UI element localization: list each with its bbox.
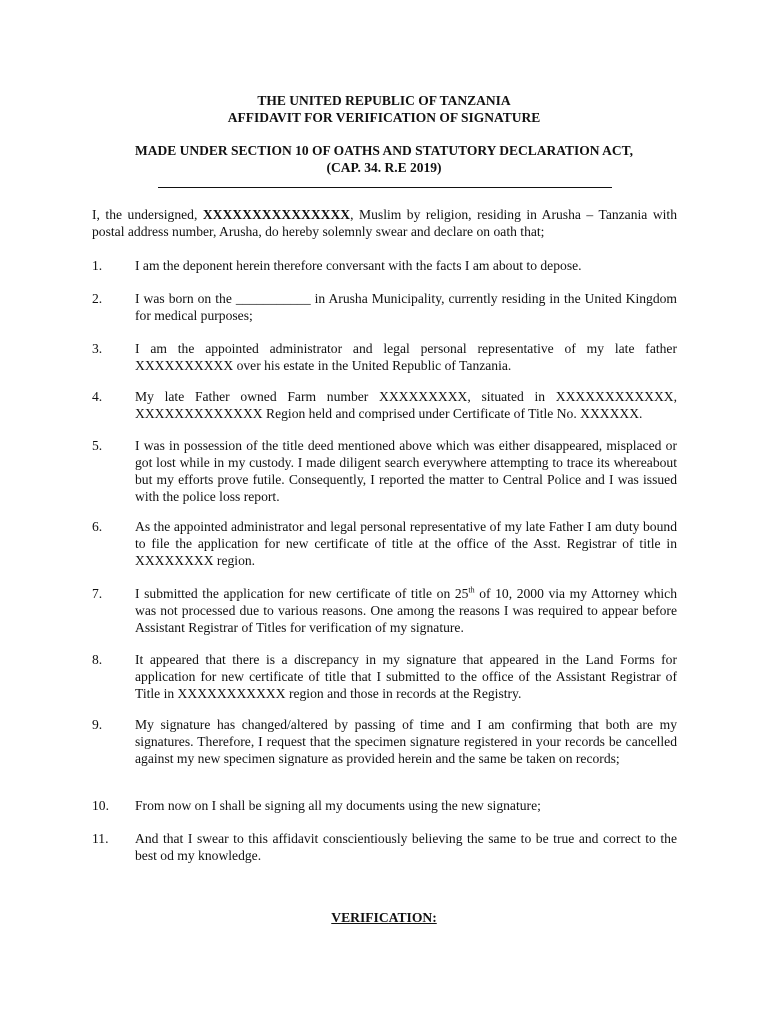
item-text: From now on I shall be signing all my documents using the new signature; bbox=[135, 798, 541, 813]
act-heading: MADE UNDER SECTION 10 OF OATHS AND STATUTORY DECLARATION ACT, bbox=[134, 143, 634, 158]
item-number: 8. bbox=[92, 652, 103, 667]
item-text: It appeared that there is a discrepancy in my signature that appeared in the Land Forms for application for new certificate of title that I submitted to the office of the Assistant Registrar of Title in XXXXXXXXXXX region and those in records at the Registry. bbox=[135, 652, 677, 701]
item-number: 7. bbox=[92, 586, 103, 601]
country-heading: THE UNITED REPUBLIC OF TANZANIA bbox=[257, 93, 511, 108]
deponent-name: XXXXXXXXXXXXXXX bbox=[202, 207, 351, 222]
item-text: And that I swear to this affidavit conscientiously believing the same to be true and correct to the best od my knowledge. bbox=[135, 831, 677, 863]
item-text: I am the appointed administrator and legal personal representative of my late father XXXXXXXXXX over his estate in the United Republic of Tanzania. bbox=[135, 341, 677, 373]
intro-suffix: , Muslim by religion, residing in Arusha – Tanzania with postal address number, Arusha, do hereby solemnly swear and declare on oath that; bbox=[92, 207, 677, 239]
item-text: As the appointed administrator and legal personal representative of my late Father I am duty bound to file the application for new certificate of title at the office of the Asst. Registrar of title in XXXXXXXX region. bbox=[135, 519, 677, 568]
item-text: My signature has changed/altered by passing of time and I am confirming that both are my signatures. Therefore, I request that the specimen signature registered in your records be cancelled against my new specimen signature as provided herein and the same be taken on records; bbox=[135, 717, 677, 766]
item-number: 4. bbox=[92, 389, 103, 404]
verification-heading: VERIFICATION: bbox=[331, 910, 437, 925]
item-text bbox=[135, 585, 677, 636]
item-text-before: I submitted the application for new certificate of title on 25 bbox=[135, 586, 469, 601]
item-number: 6. bbox=[92, 519, 103, 534]
item-number: 9. bbox=[92, 717, 103, 732]
item-text: I was in possession of the title deed mentioned above which was either disappeared, misplaced or got lost while in my custody. I made diligent search everywhere attempting to trace its whereabout but my efforts prove futile. Consequently, I reported the matter to Central Police and I was issued with the police loss report. bbox=[135, 438, 677, 504]
header-divider bbox=[158, 187, 612, 188]
item-text: I am the deponent herein therefore conversant with the facts I am about to depose. bbox=[135, 258, 582, 273]
item-text: I was born on the ___________ in Arusha Municipality, currently residing in the United Kingdom for medical purposes; bbox=[135, 291, 677, 323]
intro-paragraph bbox=[92, 206, 677, 240]
item-text-after: of 10, 2000 via my Attorney which was not processed due to various reasons. One among the reasons I was required to appear before Assistant Registrar of Titles for verification of my signature. bbox=[135, 586, 677, 635]
intro-prefix: I, the undersigned, bbox=[92, 207, 203, 222]
item-number: 5. bbox=[92, 438, 103, 453]
item-number: 11. bbox=[92, 831, 109, 846]
item-text: My late Father owned Farm number XXXXXXXXX, situated in XXXXXXXXXXXX, XXXXXXXXXXXXX Region held and comprised under Certificate of Title No. XXXXXX. bbox=[135, 389, 677, 421]
item-number: 1. bbox=[92, 258, 103, 273]
item-number: 3. bbox=[92, 341, 103, 356]
document-title: AFFIDAVIT FOR VERIFICATION OF SIGNATURE bbox=[227, 110, 541, 125]
cap-reference: (CAP. 34. R.E 2019) bbox=[326, 160, 442, 175]
ordinal-suffix: th bbox=[468, 585, 475, 595]
item-number: 10. bbox=[92, 798, 109, 813]
item-number: 2. bbox=[92, 291, 103, 306]
